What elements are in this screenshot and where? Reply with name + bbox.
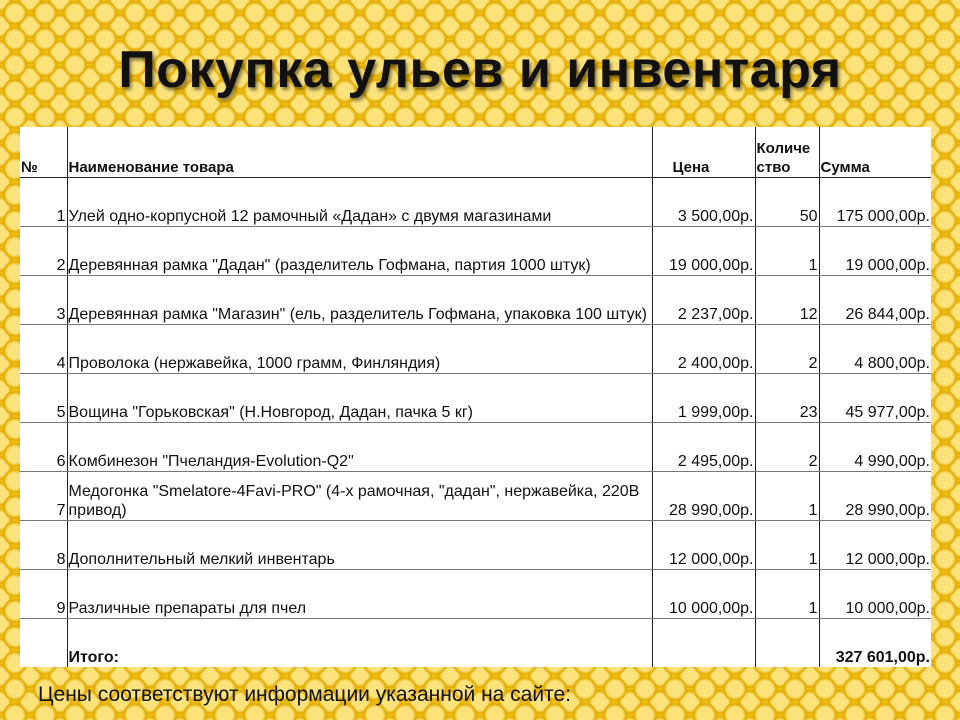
table-row [20,520,931,569]
table-row [20,471,931,520]
row-price: 3 500,00р. [652,177,755,226]
row-name: Улей одно-корпусной 12 рамочный «Дадан» с двумя магазинами [67,177,652,226]
row-num: 3 [20,275,67,324]
row-sum: 10 000,00р. [819,569,931,618]
total-empty-cell [20,618,67,667]
table-row [20,177,931,226]
row-qty: 1 [755,520,819,569]
header-name: Наименование товара [67,127,652,177]
row-name: Проволока (нержавейка, 1000 грамм, Финляндия) [67,324,652,373]
table-row [20,275,931,324]
table-total-row [20,618,931,667]
table-row [20,226,931,275]
table-row [20,569,931,618]
row-num: 9 [20,569,67,618]
row-sum: 19 000,00р. [819,226,931,275]
row-price: 28 990,00р. [652,471,755,520]
table-row [20,373,931,422]
row-name: Комбинезон "Пчеландия-Evolution-Q2" [67,422,652,471]
price-table-sheet [20,127,931,667]
row-price: 1 999,00р. [652,373,755,422]
row-name: Деревянная рамка "Дадан" (разделитель Гофмана, партия 1000 штук) [67,226,652,275]
row-num: 1 [20,177,67,226]
total-empty-cell [755,618,819,667]
row-price: 2 495,00р. [652,422,755,471]
row-qty: 12 [755,275,819,324]
table-row [20,422,931,471]
page-title: Покупка ульев и инвентаря [118,41,842,99]
row-sum: 28 990,00р. [819,471,931,520]
row-name: Дополнительный мелкий инвентарь [67,520,652,569]
row-price: 2 237,00р. [652,275,755,324]
row-name: Деревянная рамка "Магазин" (ель, разделитель Гофмана, упаковка 100 штук) [67,275,652,324]
row-price: 12 000,00р. [652,520,755,569]
row-qty: 1 [755,569,819,618]
row-name: Различные препараты для пчел [67,569,652,618]
table-row [20,324,931,373]
row-qty: 50 [755,177,819,226]
row-sum: 4 800,00р. [819,324,931,373]
row-sum: 12 000,00р. [819,520,931,569]
row-price: 19 000,00р. [652,226,755,275]
footer-note: Цены соответствуют информации указанной на сайте: [38,683,571,706]
row-qty: 1 [755,226,819,275]
table-header-row [20,127,931,177]
row-num: 7 [20,471,67,520]
row-num: 5 [20,373,67,422]
header-price: Цена [652,127,755,177]
row-sum: 26 844,00р. [819,275,931,324]
total-sum: 327 601,00р. [819,618,931,667]
row-num: 8 [20,520,67,569]
row-sum: 175 000,00р. [819,177,931,226]
row-name: Медогонка "Smelatore-4Favi-PRO" (4-х рамочная, "дадан", нержавейка, 220В привод) [67,471,652,520]
row-price: 2 400,00р. [652,324,755,373]
price-table [20,127,931,667]
row-num: 6 [20,422,67,471]
row-qty: 1 [755,471,819,520]
row-qty: 23 [755,373,819,422]
header-qty: Количество [755,127,819,177]
row-num: 4 [20,324,67,373]
row-name: Вощина "Горьковская" (Н.Новгород, Дадан, пачка 5 кг) [67,373,652,422]
row-qty: 2 [755,422,819,471]
row-sum: 4 990,00р. [819,422,931,471]
header-sum: Сумма [819,127,931,177]
total-label: Итого: [67,618,652,667]
total-empty-cell [652,618,755,667]
row-sum: 45 977,00р. [819,373,931,422]
row-num: 2 [20,226,67,275]
header-num: № [20,127,67,177]
row-price: 10 000,00р. [652,569,755,618]
row-qty: 2 [755,324,819,373]
